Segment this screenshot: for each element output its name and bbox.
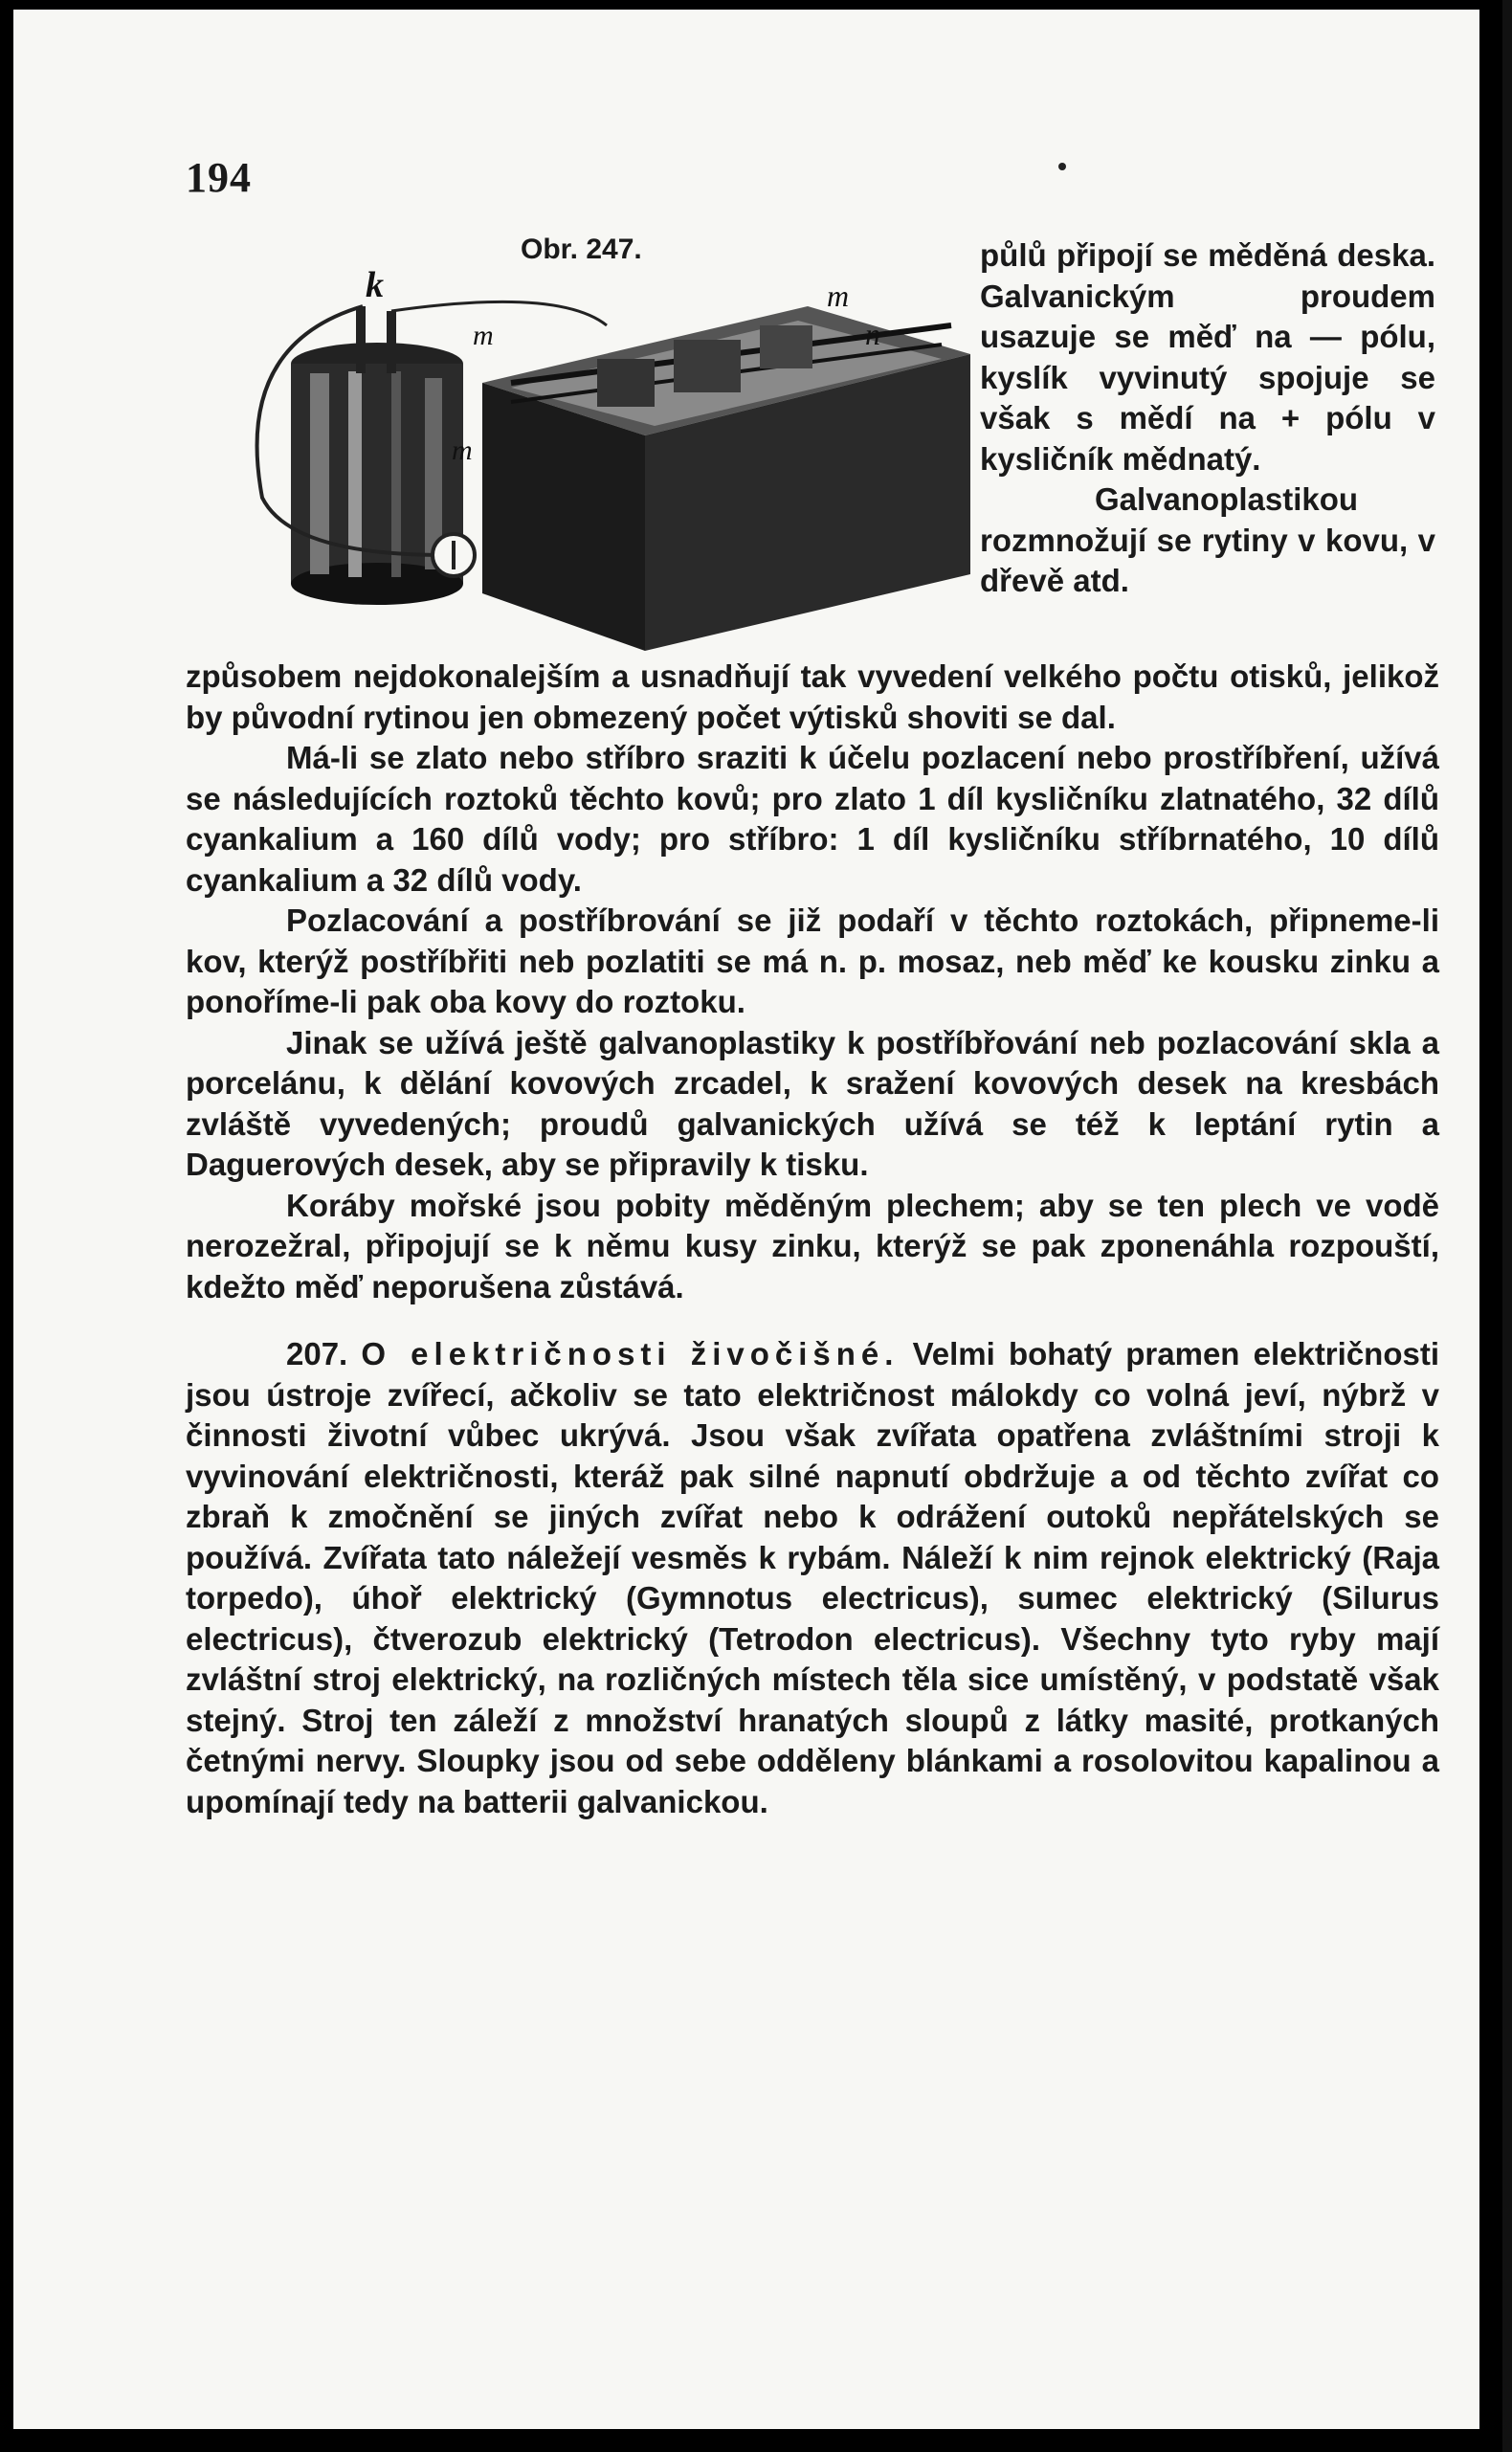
paragraph: Jinak se užívá ještě galvanoplastiky k postříbřování neb pozlacování skla a porcelánu, k dělání kovových zrcadel, k sražení kovových desek na kresbách zvláště vyvedených; proudů galvanických užívá se též k leptání rytin a Daguerových desek, aby se připravily k tisku. xyxy=(186,1024,1439,1182)
book-page xyxy=(13,10,1479,2429)
page-number: 194 xyxy=(186,154,252,201)
paragraph: Má-li se zlato nebo stříbro sraziti k účelu pozlacení nebo prostříbření, užívá se následujících roztoků těchto kovů; pro zlato 1 díl kysličníku zlatnatého, 32 dílů cyankalium a 160 dílů vody; pro stříbro: 1 díl kysličníku stříbrnatého, 10 dílů cyankalium a 32 dílů vody. xyxy=(186,740,1439,898)
section-text: Velmi bohatý pramen električnosti jsou ústroje zvířecí, ačkoliv se tato električnost málokdy co volná jeví, nýbrž v činnosti životní vůbec ukrývá. Jsou však zvířata opatřena zvláštními stroji k vyvinování električnosti, kteráž pak silné napnutí obdržuje a od těchto zvířat co zbraň k zmočnění se jiných zvířat nebo k odrážení outoků nepřátelských se používá. Zvířata tato náležejí vesměs k rybám. Náleží k nim rejnok elektrický (Raja torpedo), úhoř elektrický (Gymnotus electricus), sumec elektrický (Silurus electricus), čtverozub elektrický (Tetrodon electricus). Všechny tyto ryby mají zvláštní stroj elektrický, na rozličných místech těla sice umístěný, v podstatě však stejný. Stroj ten záleží z množství hranatých sloupů z látky masité, protkaných četnými nervy. Sloupky jsou od sebe odděleny blánkami a rosolovitou kapalinou a upomínají tedy na batterii galvanickou. xyxy=(186,1336,1439,1819)
paragraph: Koráby mořské jsou pobity měděným plechem; aby se ten plech ve vodě nerozežral, připojují se k němu kusy zinku, kterýž se pak zponenáhla rozpouští, kdežto měď neporušena zůstává. xyxy=(186,1187,1439,1304)
scan-edge xyxy=(1502,0,1512,2452)
section-title: O električnosti živočišné. xyxy=(361,1336,900,1371)
body-text xyxy=(186,657,1439,1822)
label-k: k xyxy=(366,268,384,305)
section-number: 207. xyxy=(286,1336,348,1371)
label-m1: m xyxy=(473,320,494,351)
print-dot xyxy=(1058,163,1066,170)
paragraph: způsobem nejdokonalejším a usnadňují tak vyvedení velkého počtu otisků, jelikož by původní rytinou jen obmezený počet výtisků shoviti se dal. xyxy=(186,658,1439,735)
wire-top xyxy=(391,301,607,325)
side-text-column xyxy=(980,235,1435,602)
label-m3: m xyxy=(827,279,850,313)
figure-caption: Obr. 247. xyxy=(521,234,642,265)
side-paragraph: půlů připojí se měděná deska. Galvanickým proudem usazuje se měď na — pólu, kyslík vyvinutý spojuje se však s mědí na + pólu v kysličník mědnatý. xyxy=(980,237,1435,477)
label-n: n xyxy=(865,317,880,351)
section-paragraph xyxy=(186,1334,1439,1822)
paragraph: Pozlacování a postříbrování se již podaří v těchto roztokách, připneme-li kov, kterýž postříbřiti neb pozlatiti se má n. p. mosaz, neb měď ke kousku zinku a ponoříme-li pak oba kovy do roztoku. xyxy=(186,903,1439,1019)
label-m2: m xyxy=(452,435,473,466)
side-paragraph: Galvanoplastikou rozmnožují se rytiny v kovu, v dřevě atd. xyxy=(980,481,1435,598)
electroplating-trough xyxy=(482,306,970,651)
galvanic-battery-figure xyxy=(195,268,980,670)
